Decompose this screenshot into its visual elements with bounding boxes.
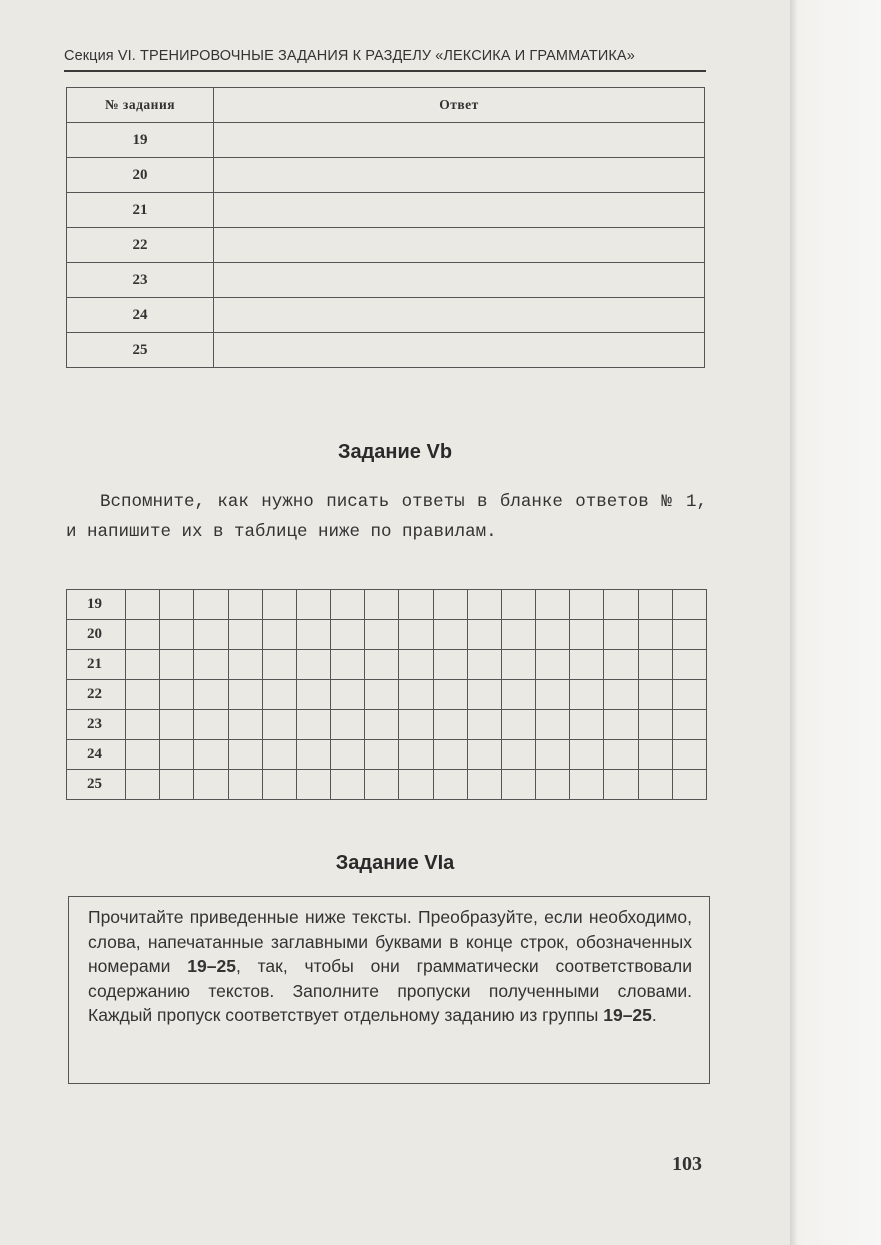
grid-cell[interactable] bbox=[433, 710, 467, 740]
grid-cell[interactable] bbox=[672, 740, 706, 770]
grid-cell[interactable] bbox=[296, 620, 330, 650]
grid-cell[interactable] bbox=[126, 590, 160, 620]
grid-cell[interactable] bbox=[433, 590, 467, 620]
grid-cell[interactable] bbox=[399, 710, 433, 740]
grid-cell[interactable] bbox=[638, 740, 672, 770]
header-answer: Ответ bbox=[214, 88, 705, 123]
answer-table-row bbox=[67, 228, 705, 263]
grid-cell[interactable] bbox=[638, 650, 672, 680]
grid-cell[interactable] bbox=[672, 770, 706, 800]
grid-cell[interactable] bbox=[126, 740, 160, 770]
grid-cell[interactable] bbox=[467, 620, 501, 650]
grid-row-number: 22 bbox=[67, 680, 126, 710]
answer-cell[interactable] bbox=[214, 263, 705, 298]
task-number-cell: 19 bbox=[67, 123, 214, 158]
grid-cell[interactable] bbox=[160, 620, 194, 650]
grid-cell[interactable] bbox=[365, 620, 399, 650]
grid-cell[interactable] bbox=[365, 650, 399, 680]
instruction-text-1: Прочитайте приведенные ниже тексты. Преобразуйте, если необходимо, слова, напечатанные заглавными буквами в конце строк, обозначенных номерами bbox=[88, 907, 692, 977]
answer-cell[interactable] bbox=[214, 123, 705, 158]
grid-cell[interactable] bbox=[536, 770, 570, 800]
grid-cell[interactable] bbox=[399, 650, 433, 680]
grid-cell[interactable] bbox=[604, 770, 638, 800]
grid-cell[interactable] bbox=[672, 590, 706, 620]
grid-cell[interactable] bbox=[501, 740, 535, 770]
grid-cell[interactable] bbox=[296, 590, 330, 620]
grid-cell[interactable] bbox=[228, 710, 262, 740]
header-rule bbox=[64, 70, 706, 72]
grid-cell[interactable] bbox=[296, 770, 330, 800]
instruction-range-1: 19–25 bbox=[187, 956, 236, 977]
grid-cell[interactable] bbox=[296, 650, 330, 680]
answer-table-row bbox=[67, 298, 705, 333]
grid-cell[interactable] bbox=[399, 620, 433, 650]
grid-cell[interactable] bbox=[365, 680, 399, 710]
grid-cell[interactable] bbox=[433, 740, 467, 770]
grid-cell[interactable] bbox=[296, 740, 330, 770]
grid-cell[interactable] bbox=[126, 620, 160, 650]
grid-cell[interactable] bbox=[262, 650, 296, 680]
grid-row bbox=[67, 710, 707, 740]
grid-cell[interactable] bbox=[501, 770, 535, 800]
task-via-title: Задание VIa bbox=[335, 852, 455, 874]
grid-cell[interactable] bbox=[296, 710, 330, 740]
grid-cell[interactable] bbox=[194, 770, 228, 800]
task-number-cell: 24 bbox=[67, 298, 214, 333]
grid-cell[interactable] bbox=[331, 740, 365, 770]
grid-row-number: 24 bbox=[67, 740, 126, 770]
header-task-number: № задания bbox=[67, 88, 214, 123]
task-number-cell: 20 bbox=[67, 158, 214, 193]
grid-cell[interactable] bbox=[365, 770, 399, 800]
grid-cell[interactable] bbox=[331, 680, 365, 710]
grid-cell[interactable] bbox=[604, 740, 638, 770]
grid-row-number: 20 bbox=[67, 620, 126, 650]
page-number: 103 bbox=[672, 1153, 702, 1175]
grid-cell[interactable] bbox=[160, 680, 194, 710]
answer-cell[interactable] bbox=[214, 228, 705, 263]
grid-cell[interactable] bbox=[194, 650, 228, 680]
grid-cell[interactable] bbox=[672, 710, 706, 740]
grid-cell[interactable] bbox=[160, 740, 194, 770]
grid-cell[interactable] bbox=[536, 740, 570, 770]
grid-cell[interactable] bbox=[194, 620, 228, 650]
answer-cell[interactable] bbox=[214, 298, 705, 333]
answer-table-row bbox=[67, 333, 705, 368]
answer-cell[interactable] bbox=[214, 158, 705, 193]
grid-cell[interactable] bbox=[570, 770, 604, 800]
grid-cell[interactable] bbox=[365, 590, 399, 620]
grid-row-number: 25 bbox=[67, 770, 126, 800]
grid-cell[interactable] bbox=[262, 740, 296, 770]
grid-cell[interactable] bbox=[638, 710, 672, 740]
grid-cell[interactable] bbox=[638, 680, 672, 710]
task-number-cell: 21 bbox=[67, 193, 214, 228]
grid-cell[interactable] bbox=[399, 590, 433, 620]
grid-cell[interactable] bbox=[160, 770, 194, 800]
grid-cell[interactable] bbox=[194, 740, 228, 770]
grid-cell[interactable] bbox=[536, 650, 570, 680]
grid-cell[interactable] bbox=[126, 770, 160, 800]
grid-cell[interactable] bbox=[570, 590, 604, 620]
grid-cell[interactable] bbox=[501, 650, 535, 680]
grid-cell[interactable] bbox=[262, 770, 296, 800]
answer-table-row bbox=[67, 123, 705, 158]
task-number-cell: 25 bbox=[67, 333, 214, 368]
grid-cell[interactable] bbox=[501, 620, 535, 650]
instruction-text-3: . bbox=[651, 1005, 657, 1026]
grid-cell[interactable] bbox=[467, 770, 501, 800]
answer-table-row bbox=[67, 193, 705, 228]
answer-cell[interactable] bbox=[214, 193, 705, 228]
grid-cell[interactable] bbox=[126, 680, 160, 710]
grid-cell[interactable] bbox=[536, 710, 570, 740]
task-number-cell: 23 bbox=[67, 263, 214, 298]
grid-cell[interactable] bbox=[672, 680, 706, 710]
grid-cell[interactable] bbox=[194, 590, 228, 620]
running-head: Секция VI. ТРЕНИРОВОЧНЫЕ ЗАДАНИЯ К РАЗДЕЛУ «ЛЕКСИКА И ГРАММАТИКА» bbox=[64, 48, 635, 64]
grid-cell[interactable] bbox=[331, 710, 365, 740]
grid-cell[interactable] bbox=[228, 650, 262, 680]
grid-cell[interactable] bbox=[604, 650, 638, 680]
answer-table-row bbox=[67, 263, 705, 298]
grid-cell[interactable] bbox=[365, 740, 399, 770]
grid-cell[interactable] bbox=[638, 770, 672, 800]
grid-cell[interactable] bbox=[467, 680, 501, 710]
grid-cell[interactable] bbox=[433, 620, 467, 650]
grid-cell[interactable] bbox=[467, 590, 501, 620]
grid-cell[interactable] bbox=[262, 590, 296, 620]
grid-cell[interactable] bbox=[262, 680, 296, 710]
grid-cell[interactable] bbox=[331, 590, 365, 620]
answer-grid bbox=[66, 589, 707, 800]
grid-cell[interactable] bbox=[536, 590, 570, 620]
grid-row-number: 19 bbox=[67, 590, 126, 620]
instruction-text-2: , так, чтобы они грамматически соответствовали содержанию текстов. Заполните пропуски полученными словами. Каждый пропуск соответствует отдельному заданию из группы bbox=[88, 956, 693, 1026]
grid-cell[interactable] bbox=[126, 710, 160, 740]
grid-cell[interactable] bbox=[672, 620, 706, 650]
grid-cell[interactable] bbox=[570, 620, 604, 650]
grid-cell[interactable] bbox=[399, 770, 433, 800]
grid-cell[interactable] bbox=[604, 620, 638, 650]
grid-cell[interactable] bbox=[536, 620, 570, 650]
grid-row bbox=[67, 650, 707, 680]
grid-cell[interactable] bbox=[501, 710, 535, 740]
grid-cell[interactable] bbox=[331, 620, 365, 650]
grid-cell[interactable] bbox=[638, 590, 672, 620]
task-vb-title: Задание Vb bbox=[337, 441, 453, 463]
grid-row bbox=[67, 680, 707, 710]
grid-cell[interactable] bbox=[570, 680, 604, 710]
grid-cell[interactable] bbox=[160, 710, 194, 740]
page-edge bbox=[790, 0, 881, 1245]
grid-row-number: 23 bbox=[67, 710, 126, 740]
grid-cell[interactable] bbox=[604, 710, 638, 740]
grid-cell[interactable] bbox=[604, 590, 638, 620]
answer-table-row bbox=[67, 158, 705, 193]
answer-cell[interactable] bbox=[214, 333, 705, 368]
grid-cell[interactable] bbox=[672, 650, 706, 680]
grid-cell[interactable] bbox=[160, 590, 194, 620]
grid-cell[interactable] bbox=[433, 680, 467, 710]
grid-cell[interactable] bbox=[467, 710, 501, 740]
grid-cell[interactable] bbox=[467, 650, 501, 680]
grid-cell[interactable] bbox=[501, 680, 535, 710]
grid-cell[interactable] bbox=[570, 710, 604, 740]
grid-cell[interactable] bbox=[262, 620, 296, 650]
grid-cell[interactable] bbox=[194, 680, 228, 710]
grid-row bbox=[67, 740, 707, 770]
grid-cell[interactable] bbox=[570, 650, 604, 680]
grid-cell[interactable] bbox=[570, 740, 604, 770]
grid-row-number: 21 bbox=[67, 650, 126, 680]
grid-cell[interactable] bbox=[228, 740, 262, 770]
grid-cell[interactable] bbox=[433, 770, 467, 800]
task-number-cell: 22 bbox=[67, 228, 214, 263]
grid-cell[interactable] bbox=[399, 680, 433, 710]
grid-cell[interactable] bbox=[331, 770, 365, 800]
task-vb-text: Вспомните, как нужно писать ответы в бланке ответов № 1, и напишите их в таблице ниже по правилам. bbox=[66, 492, 707, 542]
instruction-box bbox=[68, 896, 710, 1084]
grid-cell[interactable] bbox=[399, 740, 433, 770]
grid-cell[interactable] bbox=[126, 650, 160, 680]
grid-cell[interactable] bbox=[331, 650, 365, 680]
grid-cell[interactable] bbox=[433, 650, 467, 680]
grid-row bbox=[67, 620, 707, 650]
grid-cell[interactable] bbox=[604, 680, 638, 710]
instruction-range-2: 19–25 bbox=[603, 1005, 652, 1026]
answer-table bbox=[66, 87, 705, 368]
grid-cell[interactable] bbox=[501, 590, 535, 620]
grid-cell[interactable] bbox=[228, 620, 262, 650]
grid-cell[interactable] bbox=[536, 680, 570, 710]
answer-table-header-row bbox=[67, 88, 705, 123]
grid-cell[interactable] bbox=[194, 710, 228, 740]
grid-row bbox=[67, 590, 707, 620]
grid-cell[interactable] bbox=[262, 710, 296, 740]
grid-cell[interactable] bbox=[228, 680, 262, 710]
grid-cell[interactable] bbox=[467, 740, 501, 770]
grid-cell[interactable] bbox=[365, 710, 399, 740]
grid-cell[interactable] bbox=[228, 770, 262, 800]
grid-cell[interactable] bbox=[160, 650, 194, 680]
grid-cell[interactable] bbox=[296, 680, 330, 710]
grid-cell[interactable] bbox=[638, 620, 672, 650]
grid-row bbox=[67, 770, 707, 800]
grid-cell[interactable] bbox=[228, 590, 262, 620]
